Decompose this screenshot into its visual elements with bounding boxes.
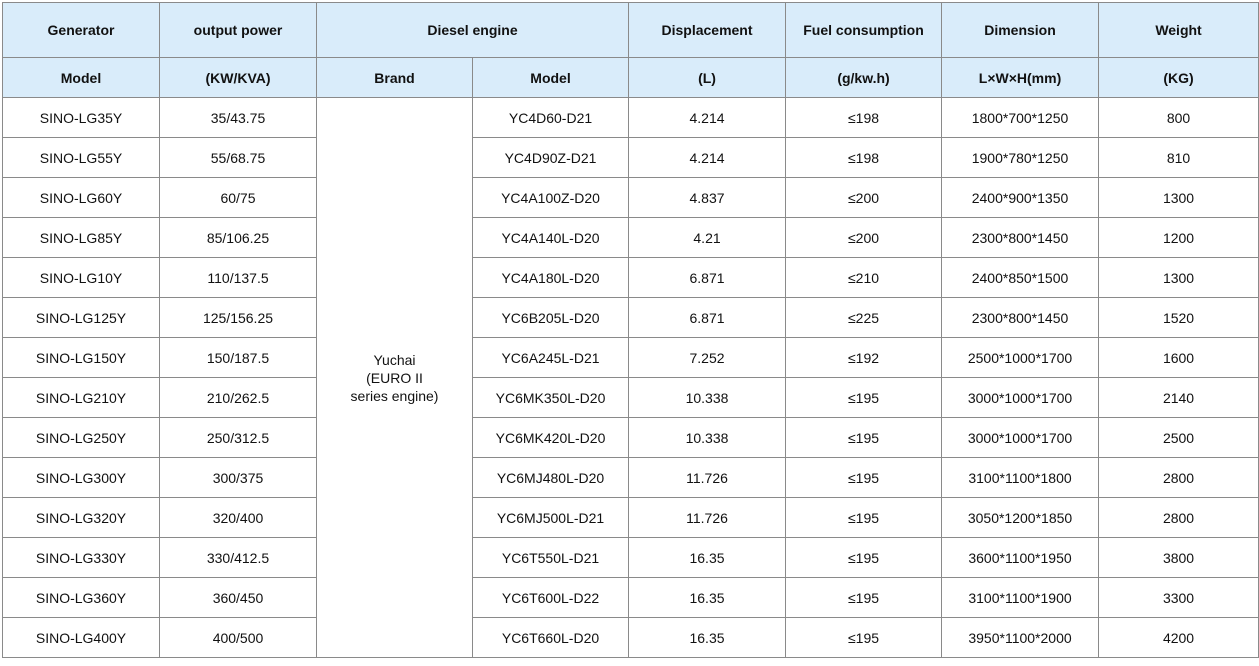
header-brand: Brand [317, 58, 473, 98]
generator-model-cell: SINO-LG10Y [3, 258, 160, 298]
brand-line: Yuchai [373, 351, 416, 368]
weight-cell: 2800 [1099, 498, 1259, 538]
generator-model-cell: SINO-LG250Y [3, 418, 160, 458]
generator-model-cell: SINO-LG85Y [3, 218, 160, 258]
brand-line: series engine) [350, 387, 439, 404]
fuel-consumption-cell: ≤195 [786, 378, 942, 418]
header-row-1 [3, 3, 1259, 58]
dimension-cell: 3600*1100*1950 [942, 538, 1099, 578]
fuel-consumption-cell: ≤195 [786, 538, 942, 578]
output-power-cell: 60/75 [160, 178, 317, 218]
output-power-cell: 210/262.5 [160, 378, 317, 418]
weight-cell: 2140 [1099, 378, 1259, 418]
generator-model-cell: SINO-LG150Y [3, 338, 160, 378]
header-engine-model: Model [473, 58, 629, 98]
fuel-consumption-cell: ≤195 [786, 618, 942, 658]
table-row [3, 98, 1259, 138]
header-displacement-unit: (L) [629, 58, 786, 98]
weight-cell: 800 [1099, 98, 1259, 138]
weight-cell: 1600 [1099, 338, 1259, 378]
fuel-consumption-cell: ≤225 [786, 298, 942, 338]
engine-model-cell: YC6MJ500L-D21 [473, 498, 629, 538]
generator-model-cell: SINO-LG210Y [3, 378, 160, 418]
fuel-consumption-cell: ≤195 [786, 458, 942, 498]
table-row [3, 418, 1259, 458]
table-body [3, 98, 1259, 658]
table-row [3, 178, 1259, 218]
displacement-cell: 4.21 [629, 218, 786, 258]
engine-model-cell: YC6T600L-D22 [473, 578, 629, 618]
table-row [3, 538, 1259, 578]
displacement-cell: 16.35 [629, 578, 786, 618]
weight-cell: 1520 [1099, 298, 1259, 338]
fuel-consumption-cell: ≤198 [786, 138, 942, 178]
dimension-cell: 3100*1100*1800 [942, 458, 1099, 498]
header-fuel-unit: (g/kw.h) [786, 58, 942, 98]
dimension-cell: 2300*800*1450 [942, 218, 1099, 258]
fuel-consumption-cell: ≤210 [786, 258, 942, 298]
generator-model-cell: SINO-LG300Y [3, 458, 160, 498]
weight-cell: 810 [1099, 138, 1259, 178]
engine-model-cell: YC6T660L-D20 [473, 618, 629, 658]
generator-model-cell: SINO-LG400Y [3, 618, 160, 658]
engine-model-cell: YC4D90Z-D21 [473, 138, 629, 178]
table-row [3, 218, 1259, 258]
table-row [3, 578, 1259, 618]
fuel-consumption-cell: ≤195 [786, 578, 942, 618]
generator-model-cell: SINO-LG125Y [3, 298, 160, 338]
output-power-cell: 110/137.5 [160, 258, 317, 298]
displacement-cell: 11.726 [629, 458, 786, 498]
engine-model-cell: YC6MK350L-D20 [473, 378, 629, 418]
output-power-cell: 85/106.25 [160, 218, 317, 258]
output-power-cell: 35/43.75 [160, 98, 317, 138]
table-row [3, 378, 1259, 418]
generator-model-cell: SINO-LG330Y [3, 538, 160, 578]
header-weight: Weight [1099, 3, 1259, 58]
weight-cell: 1200 [1099, 218, 1259, 258]
engine-model-cell: YC4A140L-D20 [473, 218, 629, 258]
displacement-cell: 4.214 [629, 138, 786, 178]
engine-model-cell: YC6A245L-D21 [473, 338, 629, 378]
dimension-cell: 3000*1000*1700 [942, 378, 1099, 418]
output-power-cell: 400/500 [160, 618, 317, 658]
dimension-cell: 3950*1100*2000 [942, 618, 1099, 658]
brand-cell [317, 98, 473, 658]
output-power-cell: 125/156.25 [160, 298, 317, 338]
header-generator: Generator [3, 3, 160, 58]
weight-cell: 2500 [1099, 418, 1259, 458]
weight-cell: 1300 [1099, 258, 1259, 298]
weight-cell: 3300 [1099, 578, 1259, 618]
dimension-cell: 1900*780*1250 [942, 138, 1099, 178]
weight-cell: 2800 [1099, 458, 1259, 498]
dimension-cell: 3100*1100*1900 [942, 578, 1099, 618]
generator-model-cell: SINO-LG360Y [3, 578, 160, 618]
fuel-consumption-cell: ≤200 [786, 178, 942, 218]
displacement-cell: 6.871 [629, 258, 786, 298]
output-power-cell: 250/312.5 [160, 418, 317, 458]
weight-cell: 1300 [1099, 178, 1259, 218]
header-dimension-unit: L×W×H(mm) [942, 58, 1099, 98]
weight-cell: 3800 [1099, 538, 1259, 578]
displacement-cell: 7.252 [629, 338, 786, 378]
header-generator-model: Model [3, 58, 160, 98]
output-power-cell: 300/375 [160, 458, 317, 498]
dimension-cell: 2400*850*1500 [942, 258, 1099, 298]
engine-model-cell: YC6MK420L-D20 [473, 418, 629, 458]
dimension-cell: 3000*1000*1700 [942, 418, 1099, 458]
dimension-cell: 1800*700*1250 [942, 98, 1099, 138]
dimension-cell: 2500*1000*1700 [942, 338, 1099, 378]
generator-model-cell: SINO-LG60Y [3, 178, 160, 218]
engine-model-cell: YC4D60-D21 [473, 98, 629, 138]
brand-line: (EURO II [366, 369, 423, 386]
displacement-cell: 10.338 [629, 378, 786, 418]
output-power-cell: 330/412.5 [160, 538, 317, 578]
displacement-cell: 6.871 [629, 298, 786, 338]
output-power-cell: 320/400 [160, 498, 317, 538]
header-power-unit: (KW/KVA) [160, 58, 317, 98]
displacement-cell: 11.726 [629, 498, 786, 538]
header-fuel-consumption: Fuel consumption [786, 3, 942, 58]
table-row [3, 258, 1259, 298]
displacement-cell: 4.837 [629, 178, 786, 218]
displacement-cell: 4.214 [629, 98, 786, 138]
output-power-cell: 55/68.75 [160, 138, 317, 178]
header-output-power: output power [160, 3, 317, 58]
displacement-cell: 16.35 [629, 618, 786, 658]
dimension-cell: 3050*1200*1850 [942, 498, 1099, 538]
header-displacement: Displacement [629, 3, 786, 58]
header-diesel-engine: Diesel engine [317, 3, 629, 58]
fuel-consumption-cell: ≤198 [786, 98, 942, 138]
table-row [3, 618, 1259, 658]
header-weight-unit: (KG) [1099, 58, 1259, 98]
engine-model-cell: YC4A180L-D20 [473, 258, 629, 298]
output-power-cell: 150/187.5 [160, 338, 317, 378]
generator-model-cell: SINO-LG55Y [3, 138, 160, 178]
table-row [3, 138, 1259, 178]
engine-model-cell: YC6MJ480L-D20 [473, 458, 629, 498]
generator-spec-table [2, 2, 1259, 658]
header-dimension: Dimension [942, 3, 1099, 58]
engine-model-cell: YC6T550L-D21 [473, 538, 629, 578]
table-row [3, 498, 1259, 538]
generator-model-cell: SINO-LG320Y [3, 498, 160, 538]
displacement-cell: 10.338 [629, 418, 786, 458]
engine-model-cell: YC6B205L-D20 [473, 298, 629, 338]
engine-model-cell: YC4A100Z-D20 [473, 178, 629, 218]
output-power-cell: 360/450 [160, 578, 317, 618]
header-row-2 [3, 58, 1259, 98]
table-row [3, 458, 1259, 498]
table-row [3, 298, 1259, 338]
displacement-cell: 16.35 [629, 538, 786, 578]
weight-cell: 4200 [1099, 618, 1259, 658]
fuel-consumption-cell: ≤192 [786, 338, 942, 378]
table-header [3, 3, 1259, 98]
fuel-consumption-cell: ≤195 [786, 498, 942, 538]
dimension-cell: 2300*800*1450 [942, 298, 1099, 338]
dimension-cell: 2400*900*1350 [942, 178, 1099, 218]
table-row [3, 338, 1259, 378]
generator-model-cell: SINO-LG35Y [3, 98, 160, 138]
fuel-consumption-cell: ≤195 [786, 418, 942, 458]
fuel-consumption-cell: ≤200 [786, 218, 942, 258]
